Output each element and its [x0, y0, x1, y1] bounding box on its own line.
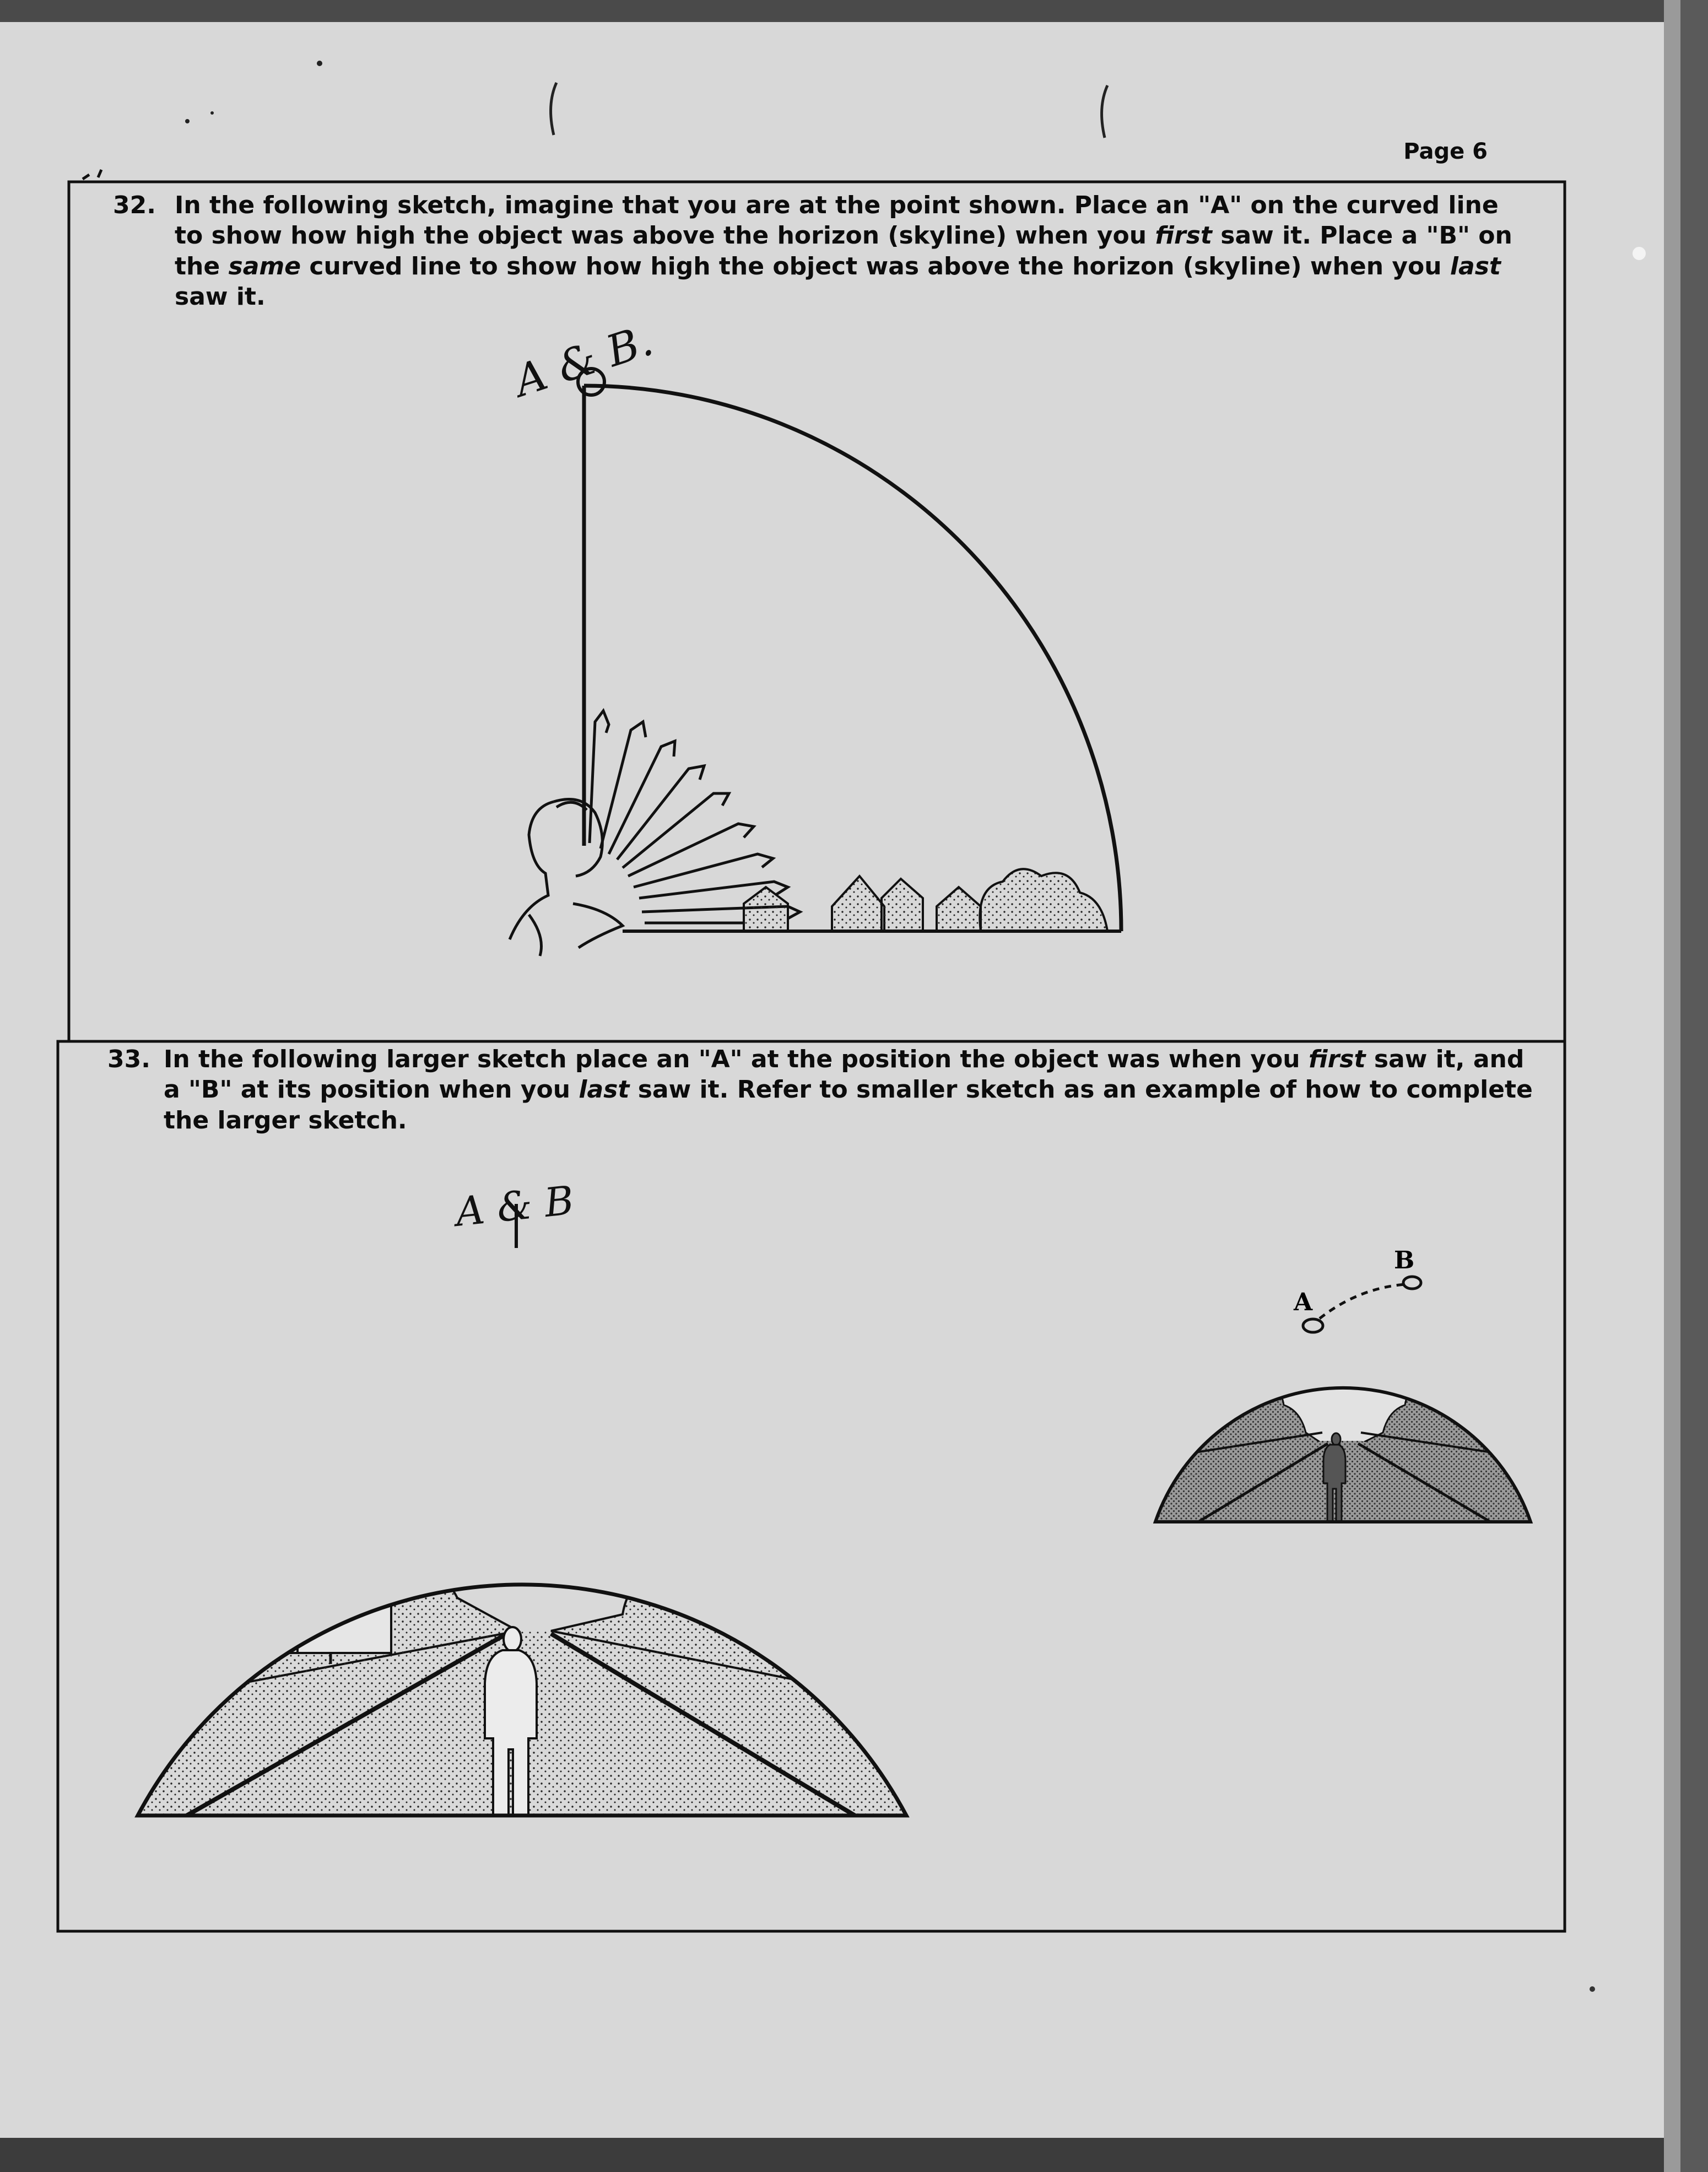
q33-part: saw it. Refer to smaller sketch as an example of how to complete the larger sketch. [164, 1076, 1533, 1134]
q33-part: saw it, and a "B" at its position when you [164, 1045, 1525, 1104]
example-label-b: B [1394, 1246, 1415, 1274]
example-position-a-marker [1303, 1319, 1323, 1332]
q32-part: In the following sketch, imagine that you are at the point shown. Place an "A" on the curved line to show how high the object was above the horizon (skyline) when you [175, 191, 1499, 250]
q33-emph-last: last [579, 1076, 630, 1104]
q33-handwritten-answer: A & B [453, 1176, 576, 1235]
q32-handwritten-answer: A & B. [509, 315, 659, 407]
q33-emph-first: first [1308, 1045, 1366, 1073]
q32-quadrant-diagram [578, 369, 1121, 931]
q33-large-dome-sketch [110, 1204, 937, 1821]
q32-part: saw it. [175, 283, 266, 311]
q33-example-sketch [1146, 1277, 1543, 1526]
example-position-b-marker [1403, 1277, 1421, 1289]
question-32-number: 32. [113, 191, 156, 219]
page-number: Page 6 [1403, 139, 1488, 164]
q32-emph-first: first [1155, 221, 1212, 250]
example-label-a: A [1294, 1288, 1313, 1316]
q33-part: In the following larger sketch place an "A" at the position the object was when you [164, 1045, 1309, 1073]
question-32-frame [69, 182, 1565, 1041]
example-trajectory-path [1320, 1284, 1405, 1319]
q32-emph-last: last [1450, 252, 1501, 280]
question-33-number: 33. [107, 1045, 150, 1073]
q32-emph-same: same [228, 252, 301, 280]
q32-skyline-houses [744, 869, 1107, 931]
q32-part: curved line to show how high the object was above the horizon (skyline) when you [301, 252, 1450, 280]
q32-part: saw it. Place a "B" on the [175, 221, 1512, 280]
